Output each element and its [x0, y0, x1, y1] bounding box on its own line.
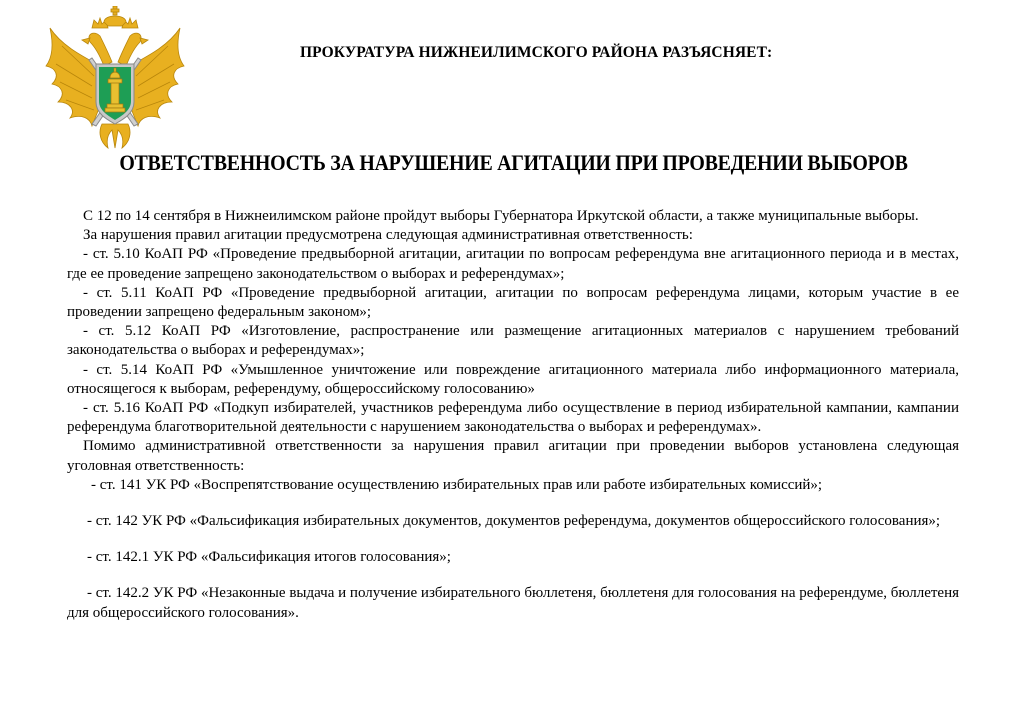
article-uk-141: - ст. 141 УК РФ «Воспрепятствование осуществлению избирательных прав или работе избирательных комиссий»;	[91, 476, 823, 493]
article-uk-142-1: - ст. 142.1 УК РФ «Фальсификация итогов голосования»;	[87, 549, 451, 566]
article-uk-142: - ст. 142 УК РФ «Фальсификация избирательных документов, документов референдума, документов общероссийского голосования»;	[87, 513, 941, 530]
article-koap-5-14: - ст. 5.14 КоАП РФ «Умышленное уничтожение или повреждение агитационного материала либо информационного материала, относящегося к выборам, референдуму, общероссийскому голосованию»	[67, 361, 959, 397]
prosecutor-office-emblem-icon	[42, 6, 188, 152]
document-body	[67, 207, 959, 623]
admin-liability-lead: За нарушения правил агитации предусмотрена следующая административная ответственность:	[83, 227, 693, 244]
article-koap-5-10: - ст. 5.10 КоАП РФ «Проведение предвыборной агитации, агитации по вопросам референдума вне агитационного периода и в местах, где ее проведение запрещено законодательством о выборах и референдумах»;	[67, 246, 959, 282]
criminal-liability-lead: Помимо административной ответственности за нарушения правил агитации при проведении выборов установлена следующая уголовная ответственность:	[67, 438, 959, 474]
organization-header: ПРОКУРАТУРА НИЖНЕИЛИМСКОГО РАЙОНА РАЗЪЯСНЯЕТ:	[300, 44, 773, 61]
article-koap-5-16: - ст. 5.16 КоАП РФ «Подкуп избирателей, участников референдума либо осуществление в период избирательной кампании, кампании референдума благотворительной деятельности с нарушением законодательства о выборах и референдумах».	[67, 400, 959, 436]
article-uk-142-2: - ст. 142.2 УК РФ «Незаконные выдача и получение избирательного бюллетеня, бюллетеня для голосования на референдуме, бюллетеня для общероссийского голосования».	[67, 585, 959, 621]
article-koap-5-11: - ст. 5.11 КоАП РФ «Проведение предвыборной агитации, агитации по вопросам референдума лицами, которым участие в ее проведении запрещено федеральным законом»;	[67, 284, 959, 321]
intro-paragraph: С 12 по 14 сентября в Нижнеилимском районе пройдут выборы Губернатора Иркутской области, а также муниципальные выборы.	[83, 208, 919, 224]
document-title: ОТВЕТСТВЕННОСТЬ ЗА НАРУШЕНИЕ АГИТАЦИИ ПРИ ПРОВЕДЕНИИ ВЫБОРОВ	[119, 150, 908, 175]
article-koap-5-12: - ст. 5.12 КоАП РФ «Изготовление, распространение или размещение агитационных материалов с нарушением требований законодательства о выборах и референдумах»;	[67, 323, 959, 359]
